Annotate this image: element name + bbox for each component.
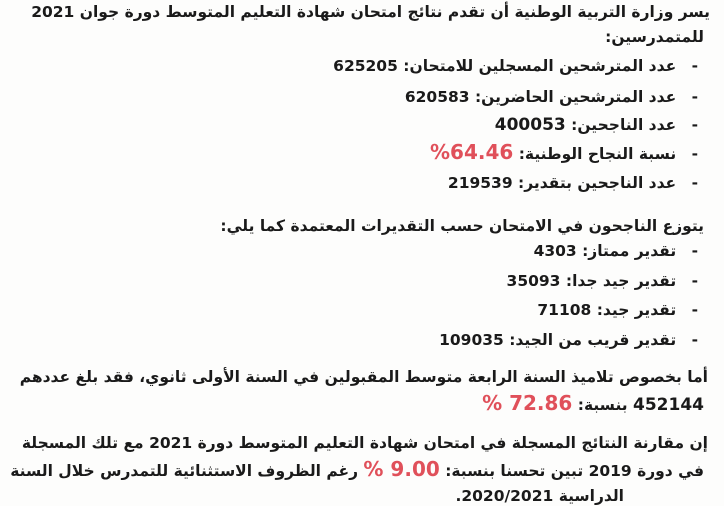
comparison-improvement: % 9.00 [363,457,440,481]
grades-intro: يتوزع الناجحون في الامتحان حسب التقديرات المعتمدة كما يلي: [220,217,704,235]
grade-fairly-good [439,330,698,350]
bullet-dash: - [691,174,698,192]
stat-with-grade [448,173,698,193]
grade-value: 4303 [533,242,577,260]
bullet-dash: - [691,272,698,290]
bullet-dash: - [691,116,698,134]
grade-excellent [534,241,698,261]
fourth-year-ratio-label: بنسبة: [577,396,628,414]
stat-passed [495,115,698,135]
fourth-year-ratio: % 72.86 [482,391,573,415]
stat-value: 625205 [333,57,398,75]
stat-label: عدد المترشحين الحاضرين: [474,88,677,106]
intro-line-2: للمتمدرسين: [605,28,704,46]
stat-present [405,87,698,107]
bullet-dash: - [691,88,698,106]
grade-value: 71108 [537,301,592,319]
fourth-year-line-2 [482,393,704,415]
fourth-year-line-1: أما بخصوص تلاميذ السنة الرابعة متوسط المقبولين في السنة الأولى ثانوي، فقد بلغ عددهم [19,368,708,386]
bullet-dash: - [691,57,698,75]
grade-label: تقدير جيد جدا: [565,272,677,290]
grade-value: 35093 [506,272,561,290]
stat-value-highlight: %64.46 [430,140,514,164]
grade-label: تقدير ممتاز: [582,242,677,260]
stat-label: نسبة النجاح الوطنية: [518,145,677,163]
bullet-dash: - [691,331,698,349]
grade-good [537,300,698,320]
grade-very-good [507,271,698,291]
intro-line-1: يسر وزارة التربية الوطنية أن تقدم نتائج امتحان شهادة التعليم المتوسط دورة جوان 2021 [31,3,710,21]
stat-label: عدد الناجحين بتقدير: [518,174,677,192]
stat-label: عدد المترشحين المسجلين للامتحان: [403,57,677,75]
bullet-dash: - [691,301,698,319]
comparison-line-2 [10,459,704,481]
stat-label: عدد الناجحين: [571,116,677,134]
grade-label: تقدير جيد: [596,301,677,319]
bullet-dash: - [691,145,698,163]
comparison-line-3: الدراسية 2020/2021. [455,487,624,505]
stat-registered [333,56,698,76]
comparison-end: رغم الظروف الاستثنائية للتمدرس خلال السنة [10,462,359,480]
comparison-line-1: إن مقارنة النتائج المسجلة في امتحان شهادة التعليم المتوسط دورة 2021 مع تلك المسجلة [21,434,708,452]
stat-value: 400053 [494,115,566,135]
grade-label: تقدير قريب من الجيد: [509,331,677,349]
comparison-start: في دورة 2019 تبين تحسنا بنسبة: [445,462,704,480]
stat-value: 219539 [447,174,513,192]
fourth-year-count: 452144 [633,395,704,415]
stat-pass-rate [430,142,698,164]
stat-value: 620583 [404,88,470,106]
bullet-dash: - [691,242,698,260]
grade-value: 109035 [439,331,504,349]
